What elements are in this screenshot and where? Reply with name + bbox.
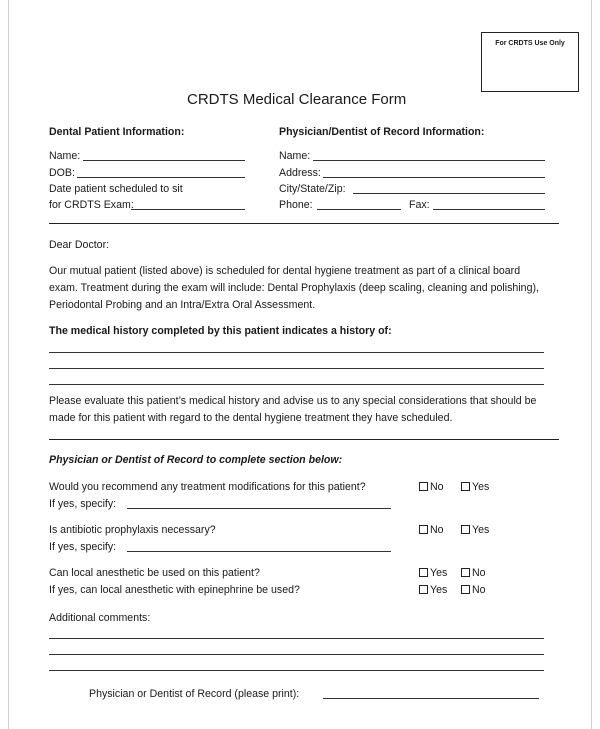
physician-address-label: Address: — [279, 167, 321, 179]
q1-followup-field[interactable] — [127, 508, 391, 509]
q2-option-yes[interactable] — [461, 524, 489, 537]
signature-label: Physician or Dentist of Record (please print): — [89, 688, 300, 700]
letter-para2-line1: Please evaluate this patient’s medical history and advise us to any special considerations that should be — [49, 395, 537, 407]
checkbox-icon[interactable] — [419, 525, 428, 534]
checkbox-icon[interactable] — [419, 482, 428, 491]
q2-option-no[interactable] — [419, 524, 444, 537]
physician-phone-field[interactable] — [317, 209, 401, 210]
crdts-use-only-box — [481, 32, 579, 92]
q2-option-yes-label: Yes — [472, 524, 490, 536]
comments-line-3[interactable] — [49, 670, 544, 671]
checkbox-icon[interactable] — [461, 482, 470, 491]
patient-name-field[interactable] — [83, 160, 245, 161]
divider-1 — [49, 223, 559, 224]
exam-date-label-line2: for CRDTS Exam: — [49, 199, 134, 211]
q1-option-yes-label: Yes — [472, 481, 490, 493]
patient-info-heading: Dental Patient Information: — [49, 126, 185, 138]
q1-option-yes[interactable] — [461, 481, 489, 494]
signature-field[interactable] — [323, 698, 539, 699]
q2-option-no-label: No — [430, 524, 444, 536]
question-local-anesthetic: Can local anesthetic be used on this patient? — [49, 567, 260, 579]
exam-date-field[interactable] — [131, 209, 245, 210]
history-line-2[interactable] — [49, 368, 544, 369]
question-epinephrine: If yes, can local anesthetic with epinephrine be used? — [49, 584, 300, 596]
question-treatment-modifications: Would you recommend any treatment modifications for this patient? — [49, 481, 366, 493]
q2-followup-label: If yes, specify: — [49, 541, 117, 553]
q1-option-no[interactable] — [419, 481, 444, 494]
medical-history-heading: The medical history completed by this patient indicates a history of: — [49, 325, 392, 337]
exam-date-label-line1: Date patient scheduled to sit — [49, 183, 183, 195]
letter-para1-line2: exam. Treatment during the exam will include: Dental Prophylaxis (deep scaling, cleaning and polishing), — [49, 282, 539, 294]
comments-line-2[interactable] — [49, 654, 544, 655]
patient-dob-field[interactable] — [77, 177, 245, 178]
physician-info-heading: Physician/Dentist of Record Information: — [279, 126, 485, 138]
history-line-3[interactable] — [49, 384, 544, 385]
physician-name-label: Name: — [279, 150, 311, 162]
q1-followup-label: If yes, specify: — [49, 498, 117, 510]
checkbox-icon[interactable] — [419, 568, 428, 577]
q3-option-no[interactable] — [461, 567, 486, 580]
additional-comments-label: Additional comments: — [49, 612, 151, 624]
q1-option-no-label: No — [430, 481, 444, 493]
physician-name-field[interactable] — [313, 160, 545, 161]
physician-section-heading: Physician or Dentist of Record to complete section below: — [49, 454, 343, 466]
question-antibiotic-prophylaxis: Is antibiotic prophylaxis necessary? — [49, 524, 216, 536]
q4-option-no[interactable] — [461, 584, 486, 597]
physician-fax-field[interactable] — [433, 209, 545, 210]
physician-phone-label: Phone: — [279, 199, 313, 211]
q3-option-yes-label: Yes — [430, 567, 448, 579]
divider-2 — [49, 439, 559, 440]
q2-followup-field[interactable] — [127, 551, 391, 552]
q4-option-yes-label: Yes — [430, 584, 448, 596]
comments-line-1[interactable] — [49, 638, 544, 639]
patient-dob-label: DOB: — [49, 167, 75, 179]
greeting: Dear Doctor: — [49, 239, 110, 251]
patient-name-label: Name: — [49, 150, 81, 162]
letter-para2-line2: made for this patient with regard to the dental hygiene treatment they have scheduled. — [49, 412, 453, 424]
q4-option-yes[interactable] — [419, 584, 447, 597]
crdts-use-only-label: For CRDTS Use Only — [495, 40, 565, 47]
q4-option-no-label: No — [472, 584, 486, 596]
checkbox-icon[interactable] — [461, 568, 470, 577]
letter-para1-line3: Periodontal Probing and an Intra/Extra Oral Assessment. — [49, 299, 316, 311]
checkbox-icon[interactable] — [461, 585, 470, 594]
form-page — [8, 0, 592, 729]
checkbox-icon[interactable] — [419, 585, 428, 594]
q3-option-yes[interactable] — [419, 567, 447, 580]
physician-city-field[interactable] — [353, 193, 545, 194]
checkbox-icon[interactable] — [461, 525, 470, 534]
form-title: CRDTS Medical Clearance Form — [187, 91, 407, 108]
q3-option-no-label: No — [472, 567, 486, 579]
physician-address-field[interactable] — [323, 177, 545, 178]
letter-para1-line1: Our mutual patient (listed above) is scheduled for dental hygiene treatment as part of a clinical board — [49, 265, 521, 277]
physician-fax-label: Fax: — [409, 199, 430, 211]
history-line-1[interactable] — [49, 352, 544, 353]
physician-city-label: City/State/Zip: — [279, 183, 346, 195]
